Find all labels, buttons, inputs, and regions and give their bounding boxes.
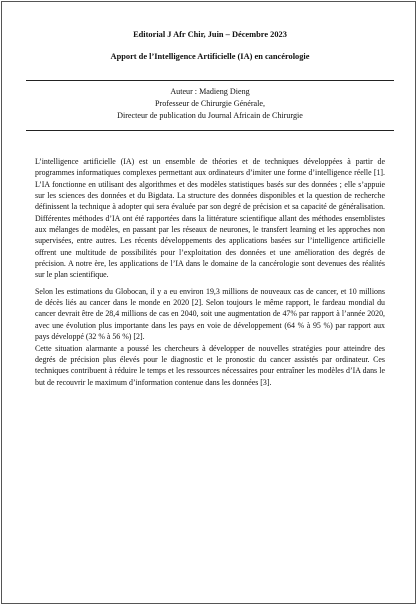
author-role: Directeur de publication du Journal Africain de Chirurgie	[117, 111, 303, 121]
journal-line: Editorial J Afr Chir, Juin – Décembre 2023	[133, 30, 287, 39]
header	[26, 29, 394, 63]
author-title: Professeur de Chirurgie Générale,	[155, 99, 265, 109]
article-body	[35, 156, 385, 388]
paragraph-globocan: Selon les estimations du Globocan, il y a eu environ 19,3 millions de nouveaux cas de cancer, et 10 millions de décès liés au cancer dans le monde en 2020 [2]. Selon toujours le même rapport, le fardeau mondial du cancer devrait être de 28,4 millions de cas en 2040, soit une augmentation de 47% par rapport à l’année 2020, avec une évolution plus importante dans les pays en voie de développement (64 % à 95 %) par rapport aux pays développé (32 % à 56 %) [2].	[35, 286, 385, 342]
document-page	[1, 1, 416, 604]
author-name: Auteur : Madieng Dieng	[170, 87, 250, 96]
author-block	[26, 86, 394, 123]
header-divider-bottom	[26, 130, 394, 131]
paragraph-situation: Cette situation alarmante a poussé les chercheurs à développer de nouvelles stratégies pour atteindre des degrés de précision plus élevés pour le diagnostic et le pronostic du cancer assistés par ordinateur. Ces techniques contribuent à réduire le temps et les ressources nécessaires pour entraîner les modèles d’IA dans le but de recouvrir le maximum d’information contenue dans les données [3].	[35, 343, 385, 387]
article-title: Apport de l’Intelligence Artificielle (IA) en cancérologie	[110, 52, 310, 61]
paragraph-intro: L’intelligence artificielle (IA) est un ensemble de théories et de techniques développées à partir de programmes informatiques complexes permettant aux ordinateurs d’imiter une forme d’intelligence réelle [1]. L’IA fonctionne en utilisant des algorithmes et des modèles statistiques basés sur des données ; elle s’appuie sur les sciences des données et du Bigdata. La structure des données disponibles et la question de recherche définissent la technique à adopter qui sera évaluée par son degré de précision et sa capacité de généralisation. Différentes méthodes d’IA ont été rapportées dans la littérature scientifique allant des méthodes ensemblistes aux mélanges de modèles, en passant par les réseaux de neurones, le transfert learning et les approches non supervisées, entre autres. Les récents développements des applications basées sur l’intelligence artificielle offrent une multitude de possibilités pour l’exploitation des données et une amélioration des degrés de précision. A notre ère, les applications de l’IA dans le domaine de la cancérologie sont devenues des réalités sur le plan scientifique.	[35, 157, 385, 280]
header-divider-top	[26, 80, 394, 81]
